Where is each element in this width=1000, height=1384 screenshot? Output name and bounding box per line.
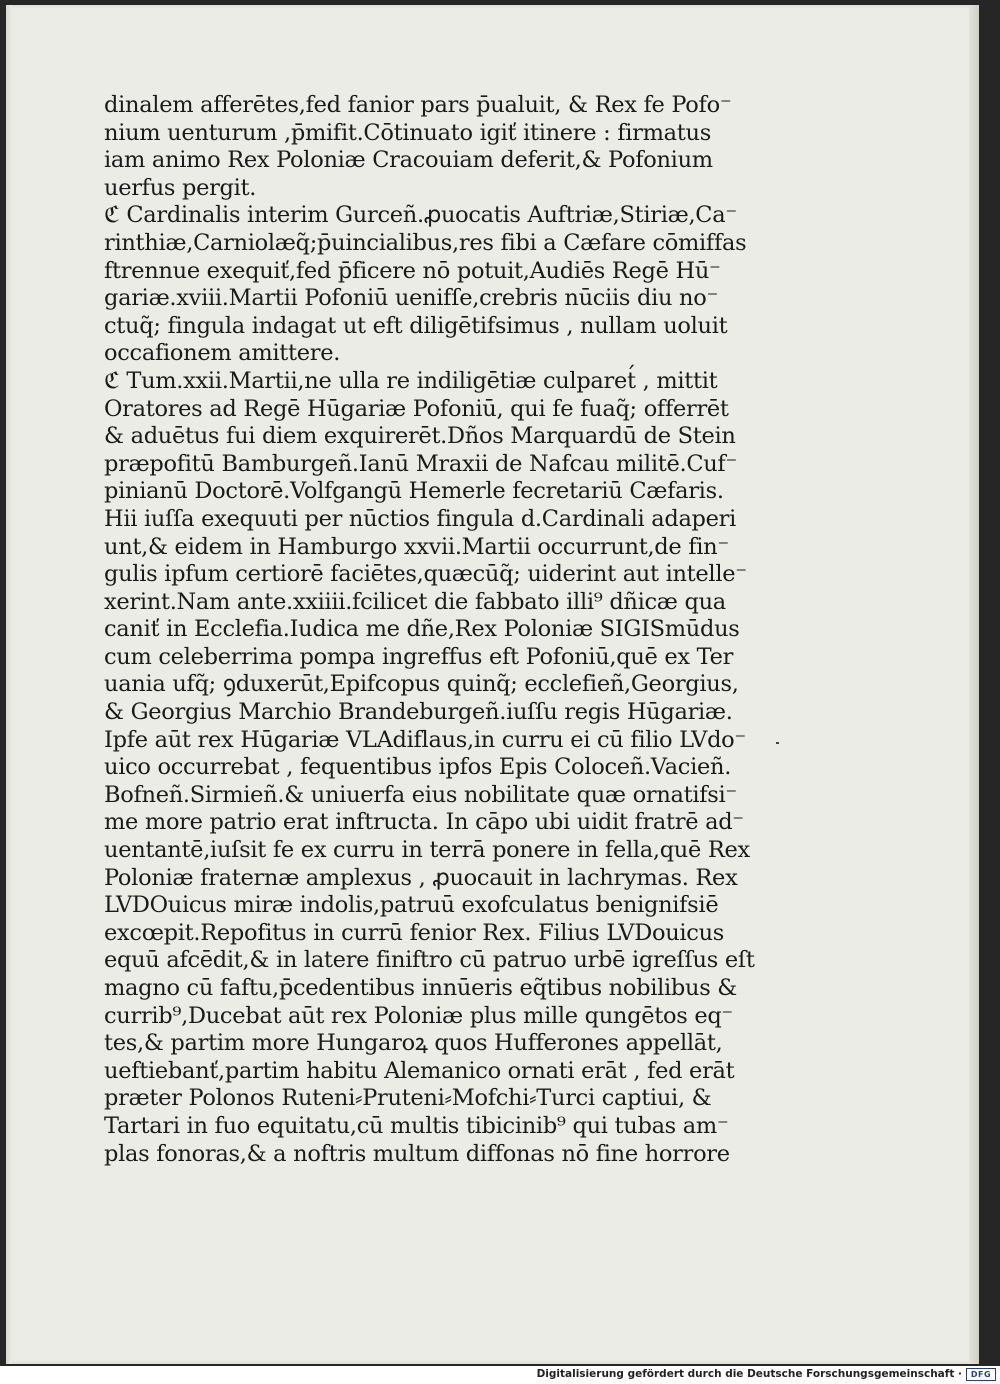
text-line: & Georgius Marchio Brandeburgeñ.iuſſu regis Hūgariæ. — [104, 699, 733, 726]
text-line: uerfus pergit. — [104, 174, 257, 201]
text-line: unt,& eidem in Hamburgo xxvii.Martii occurrunt,de fin⁻ — [104, 533, 729, 560]
text-line: Ipfe aūt rex Hūgariæ VLAdiflaus,in curru ei cū filio LVdo⁻ — [104, 726, 747, 753]
page-edge-left — [6, 5, 12, 1364]
text-line: ftrennue exequiť,fed p̄ficere nō potuit,Audiēs Regē Hū⁻ — [104, 257, 721, 284]
text-line: gariæ.xviii.Martii Pofoniū uenifſe,crebris nūciis diu no⁻ — [104, 285, 719, 312]
page-edge-right — [969, 5, 979, 1364]
text-line: Hii iuſſa exequuti per nūctios fingula d.Cardinali adaperi — [104, 505, 737, 532]
text-line: cum celeberrima pompa ingreffus eft Pofoniū,quē ex Ter — [104, 643, 734, 670]
text-line: magno cū faftu,p̄cedentibus innūeris eq̃tibus nobilibus & — [104, 975, 738, 1001]
text-line: gulis ipfum certiorē faciētes,quæcūq̃; uiderint aut intelle⁻ — [104, 561, 747, 588]
text-line: dinalem afferētes,fed fanior pars p̄ualuit, & Rex fe Pofo⁻ — [104, 92, 732, 118]
text-line: præter Polonos Ruteni⸗Pruteni⸗Mofchi⸗Turci captiui, & — [104, 1085, 712, 1112]
text-line: uentantē,iuſsit fe ex curru in terrā ponere in fella,quē Rex — [104, 837, 750, 864]
text-line: plas fonoras,& a noftris multum diffonas nō fine horrore — [104, 1140, 730, 1167]
dfg-logo: DFG — [966, 1368, 996, 1381]
body-text — [104, 92, 784, 1168]
text-line: xerint.Nam ante.xxiiii.fcilicet die fabbato illi⁹ dñicæ qua — [104, 588, 726, 615]
ink-speck — [776, 742, 779, 744]
text-line: iam animo Rex Poloniæ Cracouiam deferit,& Pofonium — [104, 147, 713, 174]
text-line: ctuq̃; fingula indagat ut eft diligētifsimus , nullam uoluit — [104, 312, 728, 339]
text-line: equū afcēdit,& in latere finiftro cū patruo urbē igreſſus eſt — [104, 947, 755, 974]
text-line: occafionem amittere. — [104, 340, 341, 367]
text-line: Poloniæ fraternæ amplexus , ꝓuocauit in lachrymas. Rex — [104, 864, 738, 891]
digitization-credit: Digitalisierung gefördert durch die Deutsche Forschungsgemeinschaft · — [536, 1368, 962, 1380]
text-line: ℭ Cardinalis interim Gurceñ.ꝓuocatis Auftriæ,Stiriæ,Ca⁻ — [104, 202, 737, 229]
text-line: nium uenturum ,p̄mifit.Cōtinuato igiť itinere : firmatus — [104, 119, 711, 146]
text-line: Oratores ad Regē Hūgariæ Pofoniū, qui fe fuaq̃; offerrēt — [104, 395, 729, 422]
text-line: ueftiebanť,partim habitu Alemanico ornati erāt , fed erāt — [104, 1057, 735, 1084]
text-line: rinthiæ,Carniolæq̃;p̄uincialibus,res fibi a Cæfare cōmiffas — [104, 229, 747, 256]
text-line: currib⁹,Ducebat aūt rex Poloniæ plus mille qungētos eq⁻ — [104, 1002, 734, 1029]
text-line: ℭ Tum.xxii.Martii,ne ulla re indiligētiæ culparet́ , mittit — [104, 367, 718, 394]
text-line: & aduētus fui diem exquirerēt.Dños Marquardū de Stein — [104, 423, 736, 450]
text-line: tes,& partim more Hungaroꝝ quos Hufferones appellāt, — [104, 1030, 723, 1057]
text-line: uico occurrebat , fequentibus ipfos Epis Coloceñ.Vacieñ. — [104, 754, 732, 781]
text-line: pinianū Doctorē.Volfgangū Hemerle fecretariū Cæfaris. — [104, 478, 724, 505]
text-line: LVDOuicus miræ indolis,patruū exofculatus benignifsiē — [104, 892, 719, 919]
text-line: caniť in Ecclefia.Iudica me dñe,Rex Poloniæ SIGISmūdus — [104, 616, 740, 643]
text-line: uania ufq̃; ꝯduxerūt,Epifcopus quinq̃; ecclefieñ,Georgius, — [104, 671, 739, 698]
text-line: Tartari in fuo equitatu,cū multis tibicinib⁹ qui tubas am⁻ — [104, 1112, 729, 1139]
text-line: me more patrio erat inftructa. In cāpo ubi uidit fratrē ad⁻ — [104, 809, 744, 836]
text-line: Bofneñ.Sirmieñ.& uniuerfa eius nobilitate quæ ornatifsi⁻ — [104, 781, 738, 808]
text-line: excœpit.Repofitus in currū fenior Rex. Filius LVDouicus — [104, 919, 725, 946]
text-line: præpofitū Bamburgeñ.Ianū Mraxii de Nafcau militē.Cuf⁻ — [104, 450, 738, 477]
